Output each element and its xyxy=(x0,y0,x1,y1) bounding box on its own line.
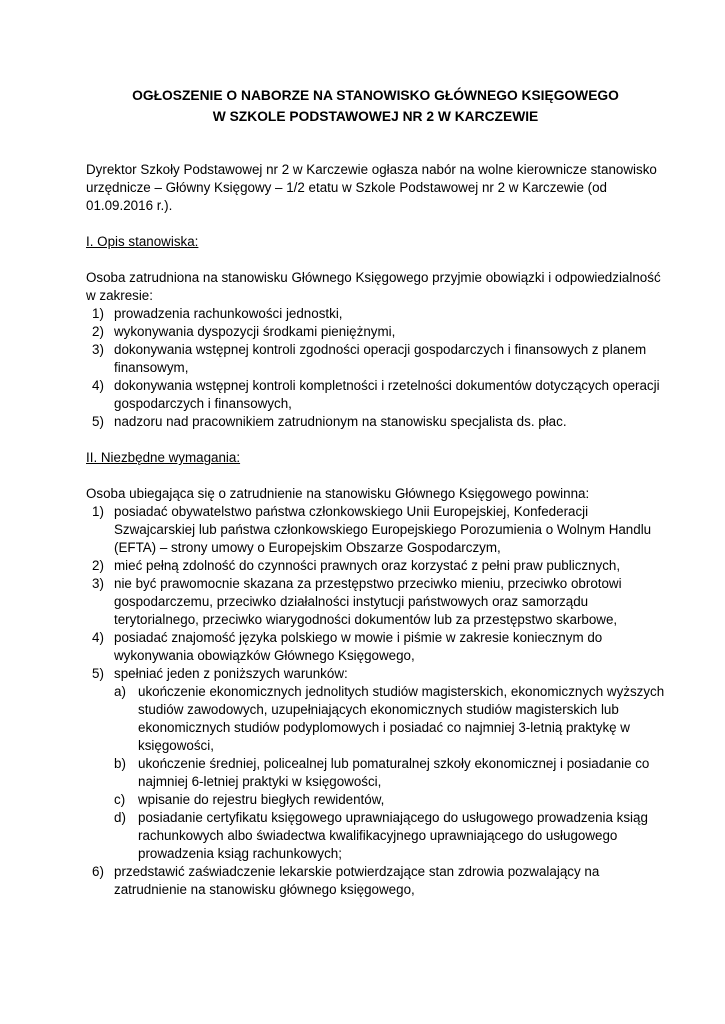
list-number: 5) xyxy=(92,666,104,681)
sublist-letter: c) xyxy=(114,792,126,807)
intro-paragraph: Dyrektor Szkoły Podstawowej nr 2 w Karczewie ogłasza nabór na wolne kierownicze stanowisko urzędnicze – Główny Księgowy – 1/2 etatu w Szkole Podstawowej nr 2 w Karczewie (od 01.09.2016 r.). xyxy=(86,162,657,213)
sublist-item-text: ukończenie średniej, policealnej lub pomaturalnej szkoły ekonomicznej i posiadanie co najmniej 6-letniej praktyki w księgowości, xyxy=(138,756,650,789)
document-title xyxy=(86,85,665,127)
sublist-letter: d) xyxy=(114,810,126,825)
list-item xyxy=(86,413,665,431)
list-item-text: dokonywania wstępnej kontroli zgodności operacji gospodarczych i finansowych z planem finansowym, xyxy=(114,342,647,375)
list-item-text: dokonywania wstępnej kontroli kompletności i rzetelności dokumentów dotyczących operacji gospodarczych i finansowych, xyxy=(114,378,660,411)
title-line-2: W SZKOLE PODSTAWOWEJ NR 2 W KARCZEWIE xyxy=(212,109,539,124)
section-2-list xyxy=(86,503,665,899)
section-2-heading: II. Niezbędne wymagania: xyxy=(86,450,241,465)
list-number: 6) xyxy=(92,864,104,879)
list-number: 3) xyxy=(92,342,104,357)
list-item-text: mieć pełną zdolność do czynności prawnych oraz korzystać z pełni praw publicznych, xyxy=(114,558,621,573)
list-number: 5) xyxy=(92,414,104,429)
sublist-letter: a) xyxy=(114,684,126,699)
sublist-item-text: ukończenie ekonomicznych jednolitych studiów magisterskich, ekonomicznych wyższych studiów zawodowych, uzupełniających ekonomicznych studiów magisterskich lub ekonomicznych studiów podyplomowych i posiadać co najmniej 3-letnią praktykę w księgowości, xyxy=(138,684,665,753)
list-item xyxy=(86,377,665,413)
sublist-item xyxy=(114,791,665,809)
list-item xyxy=(86,503,665,557)
list-number: 4) xyxy=(92,378,104,393)
list-item-text: wykonywania dyspozycji środkami pieniężnymi, xyxy=(114,324,396,339)
conditions-sublist xyxy=(114,683,665,863)
list-item-text: spełniać jeden z poniższych warunków: xyxy=(114,666,348,681)
sublist-item xyxy=(114,809,665,863)
list-item xyxy=(86,665,665,863)
sublist-item-text: posiadanie certyfikatu księgowego uprawniającego do usługowego prowadzenia ksiąg rachunkowych albo świadectwa kwalifikacyjnego uprawniającego do usługowego prowadzenia ksiąg rachunkowych; xyxy=(138,810,648,861)
section-1-list xyxy=(86,305,665,431)
list-item xyxy=(86,863,665,899)
section-2-lead: Osoba ubiegająca się o zatrudnienie na stanowisku Głównego Księgowego powinna: xyxy=(86,486,590,501)
list-item-text: przedstawić zaświadczenie lekarskie potwierdzające stan zdrowia pozwalający na zatrudnienie na stanowisku głównego księgowego, xyxy=(114,864,600,897)
list-number: 2) xyxy=(92,558,104,573)
section-1-lead: Osoba zatrudniona na stanowisku Głównego Księgowego przyjmie obowiązki i odpowiedzialność w zakresie: xyxy=(86,270,661,303)
list-item xyxy=(86,629,665,665)
sublist-item-text: wpisanie do rejestru biegłych rewidentów, xyxy=(138,792,385,807)
list-item-text: nie być prawomocnie skazana za przestępstwo przeciwko mieniu, przeciwko obrotowi gospodarczemu, przeciwko działalności instytucji państwowych oraz samorządu terytorialnego, przeciwko wiarygodności dokumentów lub za przestępstwo skarbowe, xyxy=(114,576,622,627)
sublist-letter: b) xyxy=(114,756,126,771)
list-item-text: prowadzenia rachunkowości jednostki, xyxy=(114,306,343,321)
list-number: 1) xyxy=(92,306,104,321)
list-number: 2) xyxy=(92,324,104,339)
list-item xyxy=(86,575,665,629)
list-item-text: nadzoru nad pracownikiem zatrudnionym na stanowisku specjalista ds. płac. xyxy=(114,414,567,429)
list-item-text: posiadać znajomość języka polskiego w mowie i piśmie w zakresie koniecznym do wykonywania obowiązków Głównego Księgowego, xyxy=(114,630,603,663)
title-line-1: OGŁOSZENIE O NABORZE NA STANOWISKO GŁÓWNEGO KSIĘGOWEGO xyxy=(132,88,619,103)
list-item xyxy=(86,305,665,323)
list-number: 1) xyxy=(92,504,104,519)
list-number: 4) xyxy=(92,630,104,645)
sublist-item xyxy=(114,683,665,755)
list-item xyxy=(86,323,665,341)
list-number: 3) xyxy=(92,576,104,591)
section-1-heading: I. Opis stanowiska: xyxy=(86,234,199,249)
list-item xyxy=(86,341,665,377)
list-item xyxy=(86,557,665,575)
list-item-text: posiadać obywatelstwo państwa członkowskiego Unii Europejskiej, Konfederacji Szwajcarskiej lub państwa członkowskiego Europejskiego Porozumienia o Wolnym Handlu (EFTA) – strony umowy o Europejskim Obszarze Gospodarczym, xyxy=(114,504,652,555)
sublist-item xyxy=(114,755,665,791)
